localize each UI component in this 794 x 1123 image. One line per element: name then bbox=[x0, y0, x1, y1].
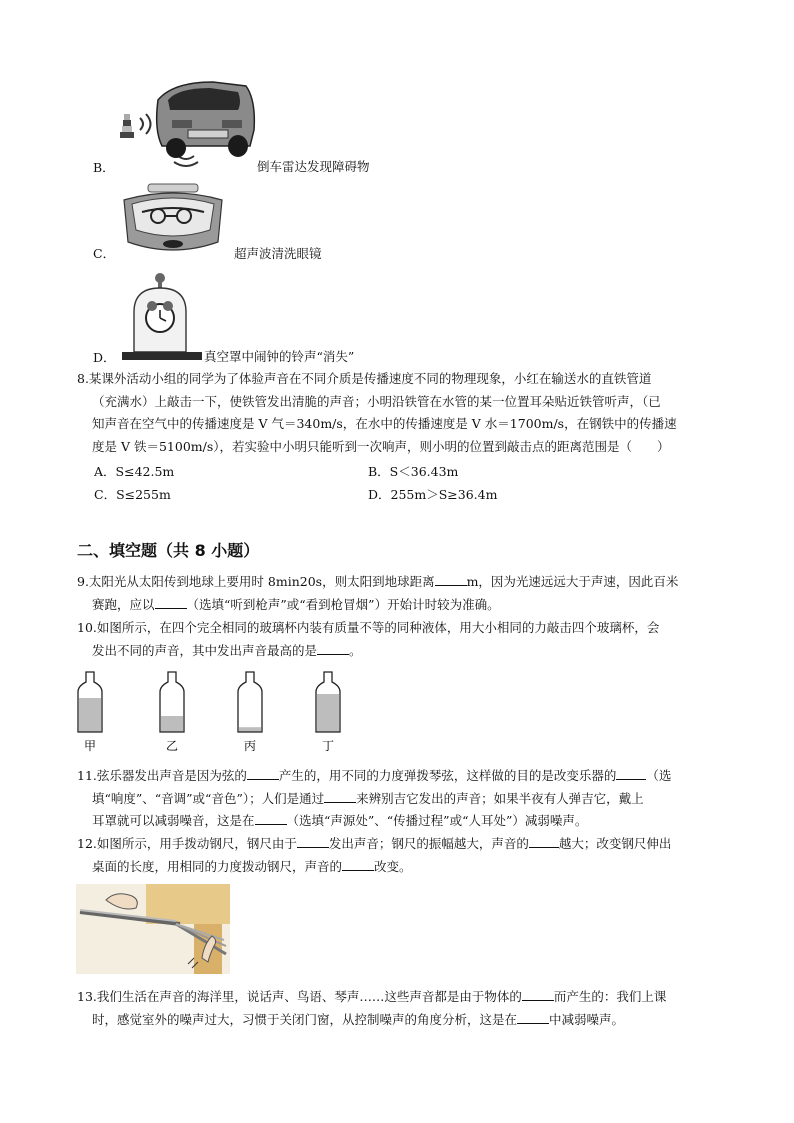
question-10 bbox=[77, 617, 722, 662]
section-title: 二、填空题（共 8 小题） bbox=[77, 541, 260, 560]
bottle-liquid bbox=[79, 698, 101, 732]
bottle-1 bbox=[160, 672, 184, 753]
q13-text-1a: 13.我们生活在声音的海洋里，说话声、鸟语、琴声……这些声音都是由于物体的 bbox=[77, 989, 522, 1004]
q12-text-1c: 越大；改变钢尺伸出 bbox=[558, 836, 672, 851]
q11-text-1a: 11.弦乐器发出声音是因为弦的 bbox=[77, 768, 247, 783]
q8-choice-a: A．S≤42.5m bbox=[94, 464, 175, 479]
q12-blank-1 bbox=[297, 833, 329, 848]
option-c-letter: C． bbox=[93, 246, 116, 261]
question-12 bbox=[77, 833, 722, 878]
q9-text-1b: m，因为光速远远大于声速，因此百米 bbox=[466, 574, 679, 589]
option-d-image bbox=[120, 272, 206, 367]
bottle-liquid bbox=[317, 694, 339, 732]
q9-text-1a: 9.太阳光从太阳传到地球上要用时 8min20s，则太阳到地球距离 bbox=[77, 574, 435, 589]
question-13 bbox=[77, 986, 722, 1031]
question-9 bbox=[77, 571, 722, 616]
option-c-image bbox=[118, 182, 228, 265]
bottle-label: 丙 bbox=[243, 739, 257, 753]
q9-text-2b: （选填“听到枪声”或“看到枪冒烟”）开始计时较为准确。 bbox=[186, 596, 500, 612]
bottle-0 bbox=[78, 672, 102, 753]
q13-text-2a: 时，感觉室外的噪声过大，习惯于关闭门窗，从控制噪声的角度分析，这是在 bbox=[92, 1011, 518, 1027]
bottle-label: 甲 bbox=[83, 739, 97, 753]
bottle-outline bbox=[238, 672, 262, 732]
question-11 bbox=[77, 765, 722, 833]
option-b-image bbox=[118, 80, 258, 175]
bottle-label: 丁 bbox=[321, 739, 335, 753]
bottle-3 bbox=[316, 672, 340, 753]
q12-blank-2 bbox=[529, 833, 559, 848]
bottle-liquid bbox=[161, 716, 183, 732]
q12-text-2b: 改变。 bbox=[374, 858, 412, 874]
q13-text-2b: 中减弱噪声。 bbox=[549, 1011, 625, 1027]
q13-text-1b: 而产生的：我们上课 bbox=[553, 989, 667, 1004]
q9-blank-1 bbox=[435, 571, 467, 586]
ruler-figure bbox=[76, 884, 230, 974]
q11-text-2b: 来辨别吉它发出的声音；如果半夜有人弹吉它，戴上 bbox=[356, 790, 644, 806]
q11-text-2a: 填“响度”、“音调”或“音色”）；人们是通过 bbox=[92, 790, 325, 806]
q12-text-2a: 桌面的长度，用相同的力度拨动钢尺，声音的 bbox=[92, 858, 343, 874]
bottles-figure bbox=[76, 668, 366, 754]
q13-blank-1 bbox=[522, 986, 554, 1001]
q8-line-2: （充满水）上敲击一下，使铁管发出清脆的声音；小明沿铁管在水管的某一位置耳朵贴近铁管听声，（已 bbox=[92, 393, 661, 409]
option-d-caption: 真空罩中闹钟的铃声“消失” bbox=[204, 349, 355, 364]
q11-blank-1 bbox=[247, 765, 279, 780]
q11-text-3b: （选填“声源处”、“传播过程”或“人耳处”）减弱噪声。 bbox=[286, 813, 588, 828]
q9-blank-2 bbox=[155, 594, 187, 609]
q11-text-1c: （选 bbox=[646, 768, 672, 783]
q8-line-3: 知声音在空气中的传播速度是 V 气＝340m/s，在水中的传播速度是 V 水＝1700m/s，在钢铁中的传播速 bbox=[92, 416, 677, 431]
q12-text-1b: 发出声音；钢尺的振幅越大，声音的 bbox=[328, 836, 529, 851]
q13-blank-2 bbox=[517, 1009, 549, 1024]
q8-line-1: 8.某课外活动小组的同学为了体验声音在不同介质是传播速度不同的物理现象，小红在输送水的直铁管道 bbox=[77, 371, 652, 386]
q12-text-1a: 12.如图所示，用手拨动钢尺，钢尺由于 bbox=[77, 836, 297, 851]
q10-blank-1 bbox=[317, 640, 349, 655]
option-b-caption: 倒车雷达发现障碍物 bbox=[257, 159, 370, 174]
q11-blank-4 bbox=[255, 810, 287, 825]
q12-blank-3 bbox=[342, 856, 374, 871]
q8-choice-c: C．S≤255m bbox=[94, 487, 171, 502]
q10-text-2a: 发出不同的声音，其中发出声音最高的是 bbox=[92, 642, 318, 658]
q10-text-2b: 。 bbox=[349, 642, 362, 658]
bottle-label: 乙 bbox=[165, 739, 179, 753]
q8-choice-b: B．S＜36.43m bbox=[368, 464, 459, 479]
q11-blank-2 bbox=[616, 765, 646, 780]
q8-choice-d: D．255m＞S≥36.4m bbox=[368, 487, 498, 502]
q11-text-3a: 耳罩就可以减弱噪音，这是在 bbox=[92, 813, 255, 828]
q9-text-2a: 赛跑，应以 bbox=[92, 596, 155, 612]
q10-line-1: 10.如图所示，在四个完全相同的玻璃杯内装有质量不等的同种液体，用大小相同的力敲击四个玻璃杯，会 bbox=[77, 620, 660, 635]
option-d-letter: D． bbox=[93, 350, 116, 365]
bottle-2 bbox=[238, 672, 262, 753]
q8-line-4: 度是 V 铁＝5100m/s），若实验中小明只能听到一次响声，则小明的位置到敲击点的距离范围是（ ） bbox=[92, 438, 670, 454]
question-8 bbox=[77, 368, 722, 458]
option-c-caption: 超声波清洗眼镜 bbox=[234, 246, 322, 261]
bottle-liquid bbox=[239, 727, 261, 732]
q11-text-1b: 产生的，用不同的力度弹拨琴弦，这样做的目的是改变乐器的 bbox=[278, 768, 617, 783]
q11-blank-3 bbox=[324, 788, 356, 803]
option-b-letter: B． bbox=[93, 160, 115, 175]
